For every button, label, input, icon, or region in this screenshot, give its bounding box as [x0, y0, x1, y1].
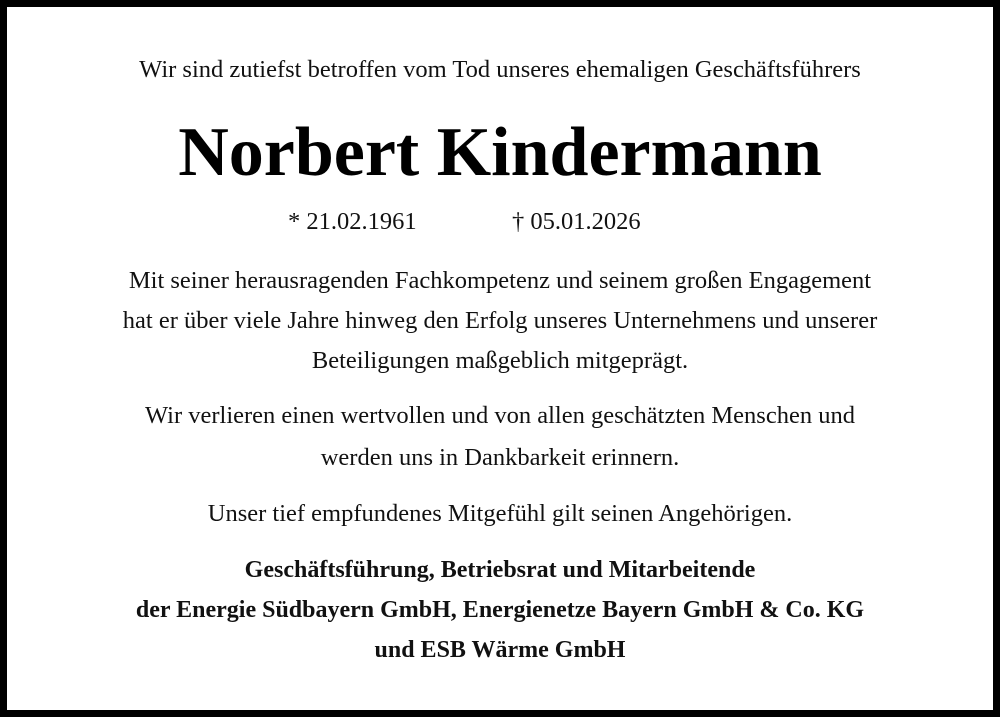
death-date: † 05.01.2026 — [512, 208, 641, 235]
condolence-text: Unser tief empfundenes Mitgefühl gilt seinen Angehörigen. — [207, 500, 793, 527]
intro-text: Wir sind zutiefst betroffen vom Tod unseres ehemaligen Geschäftsführers — [139, 56, 861, 83]
paragraph-line: Mit seiner herausragenden Fachkompetenz und seinem großen Engagement — [128, 267, 872, 294]
signature-line: und ESB Wärme GmbH — [374, 637, 626, 663]
deceased-name: Norbert Kindermann — [178, 114, 822, 191]
signature-line: Geschäftsführung, Betriebsrat und Mitarbeitende — [244, 557, 756, 583]
paragraph-line: hat er über viele Jahre hinweg den Erfolg unseres Unternehmens und unserer — [122, 307, 878, 334]
paragraph-line: Wir verlieren einen wertvollen und von allen geschätzten Menschen und — [145, 402, 855, 429]
paragraph-line: werden uns in Dankbarkeit erinnern. — [320, 444, 680, 471]
signature-line: der Energie Südbayern GmbH, Energienetze Bayern GmbH & Co. KG — [135, 597, 865, 623]
birth-date: * 21.02.1961 — [288, 208, 417, 235]
paragraph-line: Beteiligungen maßgeblich mitgeprägt. — [311, 347, 689, 374]
